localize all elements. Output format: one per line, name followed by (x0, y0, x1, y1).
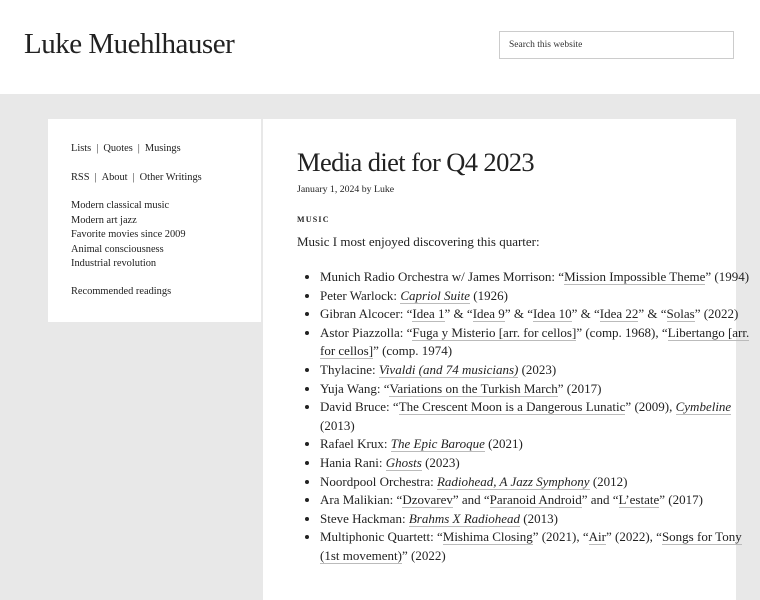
item-text: David Bruce: “ (320, 399, 399, 415)
separator: | (132, 172, 135, 183)
item-text: Yuja Wang: “ (320, 380, 390, 396)
post-by: by (361, 184, 372, 195)
item-text: ” (2017) (557, 380, 602, 396)
sidebar-link-musings[interactable]: Musings (144, 143, 181, 154)
sidebar-link-animal-consciousness[interactable]: Animal consciousness (71, 243, 164, 255)
separator: | (94, 172, 97, 183)
music-link-text: Ghosts (385, 454, 422, 470)
music-link[interactable] (386, 455, 422, 471)
list-item (320, 435, 750, 454)
list-item (320, 268, 750, 287)
sidebar-link-favorite-movies[interactable]: Favorite movies since 2009 (71, 229, 186, 240)
item-text: Steve Hackman: (320, 510, 409, 526)
site-header (0, 0, 760, 94)
separator: | (137, 143, 140, 154)
item-text: Hania Rani: (320, 454, 386, 470)
music-link[interactable]: Dzovarev (402, 492, 453, 508)
sidebar-nav-row-2 (71, 171, 202, 185)
item-text: (2023) (518, 361, 557, 377)
item-text: ” (2022), “ (606, 529, 662, 545)
list-item (320, 287, 750, 306)
post-title: Media diet for Q4 2023 (297, 147, 535, 177)
music-link[interactable]: Mishima Closing (442, 529, 533, 545)
item-text: Ara Malikian: “ (320, 492, 403, 508)
music-link-text: The Epic Baroque (390, 436, 485, 452)
list-item (320, 361, 750, 380)
music-link[interactable]: Variations on the Turkish March (389, 380, 558, 396)
section-heading-music: music (297, 213, 330, 225)
music-link[interactable]: Songs for Tony (1st movement) (320, 529, 742, 563)
list-item (320, 454, 750, 473)
music-link[interactable] (676, 399, 732, 415)
sidebar-link-modern-classical[interactable]: Modern classical music (71, 200, 170, 211)
music-link[interactable] (400, 288, 470, 304)
item-text: ” (2009), (625, 399, 676, 415)
sidebar-link-industrial-revolution[interactable]: Industrial revolution (71, 258, 157, 269)
sidebar-nav-row-1 (71, 142, 181, 156)
list-item (320, 324, 750, 361)
music-link[interactable]: L’estate (618, 492, 660, 508)
item-text: (1926) (470, 287, 508, 303)
list-item (320, 380, 750, 399)
music-intro: Music I most enjoyed discovering this quarter: (297, 234, 540, 249)
post-meta (297, 184, 394, 195)
site-title[interactable]: Luke Muehlhauser (24, 28, 235, 60)
sidebar-link-about[interactable]: About (101, 172, 128, 183)
music-link[interactable] (379, 362, 519, 378)
music-link-text: Brahms X Radiohead (408, 510, 521, 526)
list-item (320, 491, 750, 510)
music-link[interactable]: Paranoid Android (489, 492, 582, 508)
item-text: Gibran Alcocer: “ (320, 306, 413, 322)
item-text: ” (2017) (659, 492, 703, 508)
music-link[interactable]: Libertango [arr. for cellos] (320, 324, 750, 359)
music-link-text: Vivaldi (and 74 musicians) (378, 361, 519, 377)
item-text: ” (2022) (401, 547, 446, 563)
item-text: Multiphonic Quartett: “ (320, 529, 443, 545)
separator: | (96, 143, 99, 154)
music-link[interactable] (391, 436, 485, 452)
music-link[interactable]: Idea 1 (412, 306, 445, 322)
music-link-text: Radiohead, A Jazz Symphony (436, 473, 590, 489)
item-text: Noordpool Orchestra: (320, 473, 437, 489)
item-text: ” (2022) (694, 306, 739, 322)
sidebar (48, 119, 261, 322)
item-text: Astor Piazzolla: “ (320, 324, 413, 340)
item-text: (2023) (421, 454, 460, 470)
item-text: (2013) (520, 510, 558, 526)
post-date: January 1, 2024 (297, 184, 360, 195)
item-text: Rafael Krux: (320, 436, 391, 452)
list-item (320, 398, 750, 435)
item-text: Thylacine: (320, 361, 379, 377)
music-link[interactable]: Air (588, 529, 606, 545)
item-text: Munich Radio Orchestra w/ James Morrison: “ (320, 269, 565, 284)
music-link-text: Capriol Suite (400, 287, 471, 303)
post-author[interactable]: Luke (374, 184, 395, 195)
music-link[interactable]: Mission Impossible Theme (564, 269, 706, 284)
music-link[interactable] (437, 474, 590, 490)
music-link[interactable]: Idea 22 (599, 306, 639, 322)
list-item (320, 510, 750, 529)
item-text: Peter Warlock: (320, 287, 401, 303)
item-text: (2021) (484, 436, 523, 452)
music-link[interactable]: Solas (666, 306, 695, 322)
music-link[interactable]: Idea 10 (532, 306, 572, 322)
item-text: (2012) (589, 473, 628, 489)
music-link[interactable] (409, 511, 520, 527)
item-text: ” (1994) (705, 269, 750, 284)
list-item (320, 528, 750, 565)
music-link[interactable]: Idea 9 (472, 306, 505, 322)
music-list (297, 268, 750, 566)
sidebar-link-quotes[interactable]: Quotes (103, 143, 133, 154)
item-text: ” (comp. 1968), “ (576, 324, 668, 340)
item-text: ” (comp. 1974) (373, 343, 453, 359)
sidebar-link-rss[interactable]: RSS (71, 172, 90, 183)
item-text: ” and “ (452, 492, 490, 508)
music-link-text: Cymbeline (675, 399, 732, 415)
list-item: • Gibran Alcocer: “Idea 1” & “Idea 9” & “Idea 10” & “Idea 22” & “Solas” (2022) (320, 305, 750, 324)
music-link[interactable]: The Crescent Moon is a Dangerous Lunatic (398, 399, 626, 415)
main-content (263, 119, 750, 600)
sidebar-link-other-writings[interactable]: Other Writings (139, 172, 202, 183)
item-text: ” (2021), “ (532, 529, 589, 545)
sidebar-link-modern-art-jazz[interactable]: Modern art jazz (71, 214, 137, 226)
list-item (320, 473, 750, 492)
music-link[interactable]: Fuga y Misterio [arr. for cellos] (412, 324, 577, 340)
item-text: ” and “ (581, 492, 619, 508)
search-input[interactable] (499, 31, 734, 59)
sidebar-link-lists[interactable]: Lists (71, 143, 92, 154)
sidebar-link-recommended-readings[interactable]: Recommended readings (71, 286, 172, 297)
item-text: (2013) (320, 417, 355, 433)
